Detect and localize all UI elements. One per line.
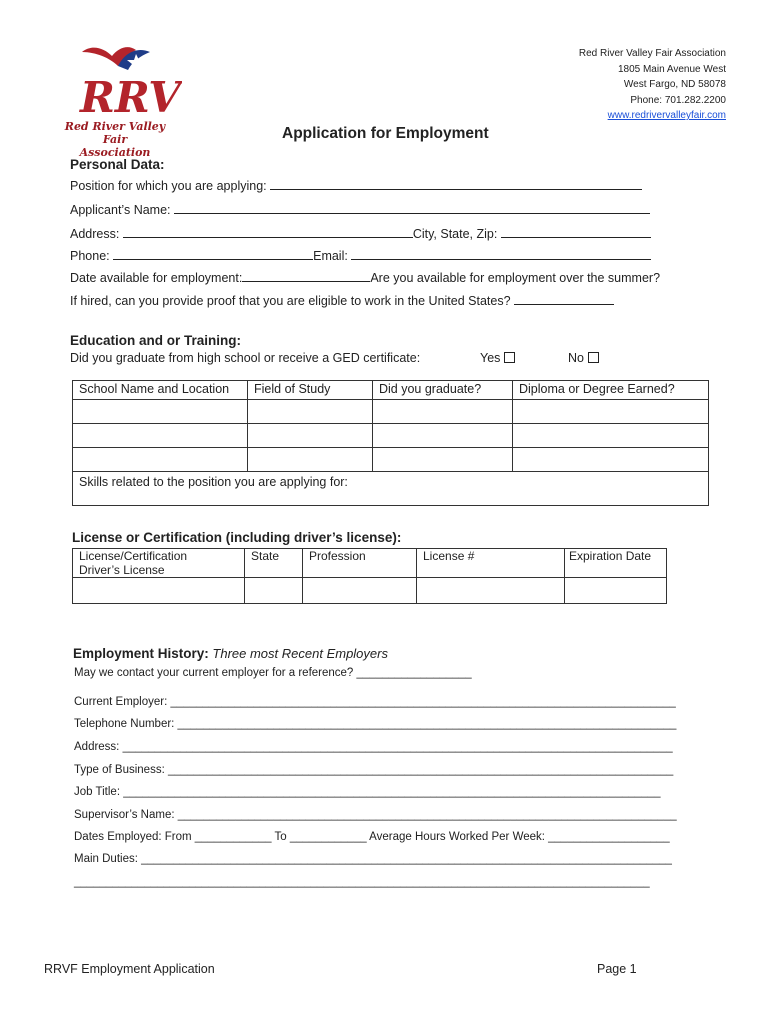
table-cell[interactable]: [513, 400, 709, 424]
eligible-label: If hired, can you provide proof that you are eligible to work in the United States?: [70, 294, 511, 308]
org-phone: Phone: 701.282.2200: [630, 94, 726, 106]
availability-row: [70, 270, 660, 285]
ged-row: [70, 351, 420, 365]
supervisor-name[interactable]: Supervisor’s Name: ______________________________________________________________________________: [74, 809, 677, 821]
table-cell[interactable]: [373, 424, 513, 448]
address-label: Address:: [70, 227, 120, 241]
ged-yes: [480, 351, 515, 365]
phone-row: [70, 248, 651, 263]
col-degree: Diploma or Degree Earned?: [513, 381, 709, 400]
education-header-row: [73, 381, 709, 400]
col-school: School Name and Location: [73, 381, 248, 400]
name-label: Applicant’s Name:: [70, 203, 171, 217]
footer-title: RRVF Employment Application: [44, 962, 215, 976]
city-label: City, State, Zip:: [412, 227, 498, 241]
logo-letters: RRV: [80, 73, 181, 122]
table-row: [73, 424, 709, 448]
type-of-business[interactable]: Type of Business: _______________________________________________________________________________: [74, 764, 674, 776]
table-cell[interactable]: [245, 578, 303, 604]
employment-heading: Employment History:: [73, 646, 209, 661]
job-title[interactable]: Job Title: ____________________________________________________________________________________: [74, 786, 661, 798]
phone-label: Phone:: [70, 249, 110, 263]
eligible-row: [70, 293, 614, 308]
col-profession: Profession: [303, 549, 417, 578]
contact-employer[interactable]: May we contact your current employer for a reference? __________________: [74, 667, 472, 679]
table-cell[interactable]: [73, 400, 248, 424]
table-cell[interactable]: [513, 448, 709, 472]
ged-no: [568, 351, 599, 365]
page-title: Application for Employment: [282, 125, 489, 142]
date-available-field[interactable]: [242, 270, 370, 282]
skills-row: [73, 472, 709, 506]
table-cell[interactable]: [73, 424, 248, 448]
email-label: Email:: [313, 249, 348, 263]
table-cell[interactable]: [565, 578, 667, 604]
table-row: [73, 400, 709, 424]
col-license-cert-label: License/Certification: [79, 549, 188, 563]
address-row: [70, 226, 651, 241]
table-cell[interactable]: [248, 448, 373, 472]
table-row: [73, 578, 667, 604]
license-heading: License or Certification (including driver’s license):: [72, 530, 402, 545]
org-city: West Fargo, ND 58078: [623, 79, 726, 90]
email-field[interactable]: [351, 248, 651, 260]
education-table: [72, 380, 709, 506]
table-cell[interactable]: [248, 424, 373, 448]
col-field: Field of Study: [248, 381, 373, 400]
col-expiration: Expiration Date: [565, 549, 667, 578]
name-field[interactable]: [174, 202, 650, 214]
personal-heading: Personal Data:: [70, 157, 165, 172]
col-state: State: [245, 549, 303, 578]
skills-cell[interactable]: Skills related to the position you are applying for:: [73, 472, 709, 506]
ged-yes-label: Yes: [480, 351, 501, 365]
license-header-row: [73, 549, 667, 578]
org-website-link[interactable]: www.redrivervalleyfair.com: [607, 110, 726, 121]
education-heading: Education and or Training:: [70, 333, 242, 348]
dates-employed[interactable]: Dates Employed: From ____________ To ____________ Average Hours Worked Per Week: ___________________: [74, 831, 670, 843]
footer-page-number: Page 1: [597, 962, 637, 976]
org-street: 1805 Main Avenue West: [617, 63, 726, 75]
table-cell[interactable]: [248, 400, 373, 424]
ged-no-label: No: [568, 351, 584, 365]
table-cell[interactable]: [73, 448, 248, 472]
employment-heading-row: [73, 646, 388, 661]
table-cell[interactable]: [513, 424, 709, 448]
col-license-number: License #: [417, 549, 565, 578]
ged-no-checkbox[interactable]: [588, 352, 599, 363]
table-cell[interactable]: [303, 578, 417, 604]
ged-yes-checkbox[interactable]: [504, 352, 515, 363]
main-duties[interactable]: Main Duties: ___________________________________________________________________________________: [74, 853, 672, 865]
main-duties-continued[interactable]: __________________________________________________________________________________________: [74, 876, 650, 888]
city-field[interactable]: [501, 226, 651, 238]
summer-label: Are you available for employment over the summer?: [370, 271, 661, 285]
date-available-label: Date available for employment:: [70, 271, 243, 285]
logo-caption: [60, 120, 170, 159]
employment-subheading: Three most Recent Employers: [212, 646, 388, 661]
ged-question: Did you graduate from high school or receive a GED certificate:: [70, 351, 421, 365]
table-cell[interactable]: [417, 578, 565, 604]
drivers-license-label: Driver’s License: [79, 563, 165, 577]
table-row: [73, 448, 709, 472]
table-cell[interactable]: [73, 578, 245, 604]
employer-address[interactable]: Address: ______________________________________________________________________________________: [74, 741, 673, 753]
table-cell[interactable]: [373, 400, 513, 424]
eligible-field[interactable]: [514, 293, 614, 305]
org-name: Red River Valley Fair Association: [578, 48, 726, 59]
logo-caption-line1: Red River Valley Fair: [64, 120, 166, 146]
org-address: [579, 46, 726, 124]
position-field[interactable]: [270, 178, 642, 190]
col-graduated: Did you graduate?: [373, 381, 513, 400]
current-employer[interactable]: Current Employer: _______________________________________________________________________________: [74, 696, 676, 708]
position-label: Position for which you are applying:: [70, 179, 267, 193]
table-cell[interactable]: [373, 448, 513, 472]
position-row: [70, 178, 642, 193]
logo-caption-line2: Association: [79, 146, 151, 159]
name-row: [70, 202, 650, 217]
col-license-cert: [73, 549, 245, 578]
telephone-number[interactable]: Telephone Number: ______________________________________________________________________________: [74, 718, 677, 730]
address-field[interactable]: [123, 226, 413, 238]
phone-field[interactable]: [113, 248, 313, 260]
license-table: [72, 548, 667, 604]
